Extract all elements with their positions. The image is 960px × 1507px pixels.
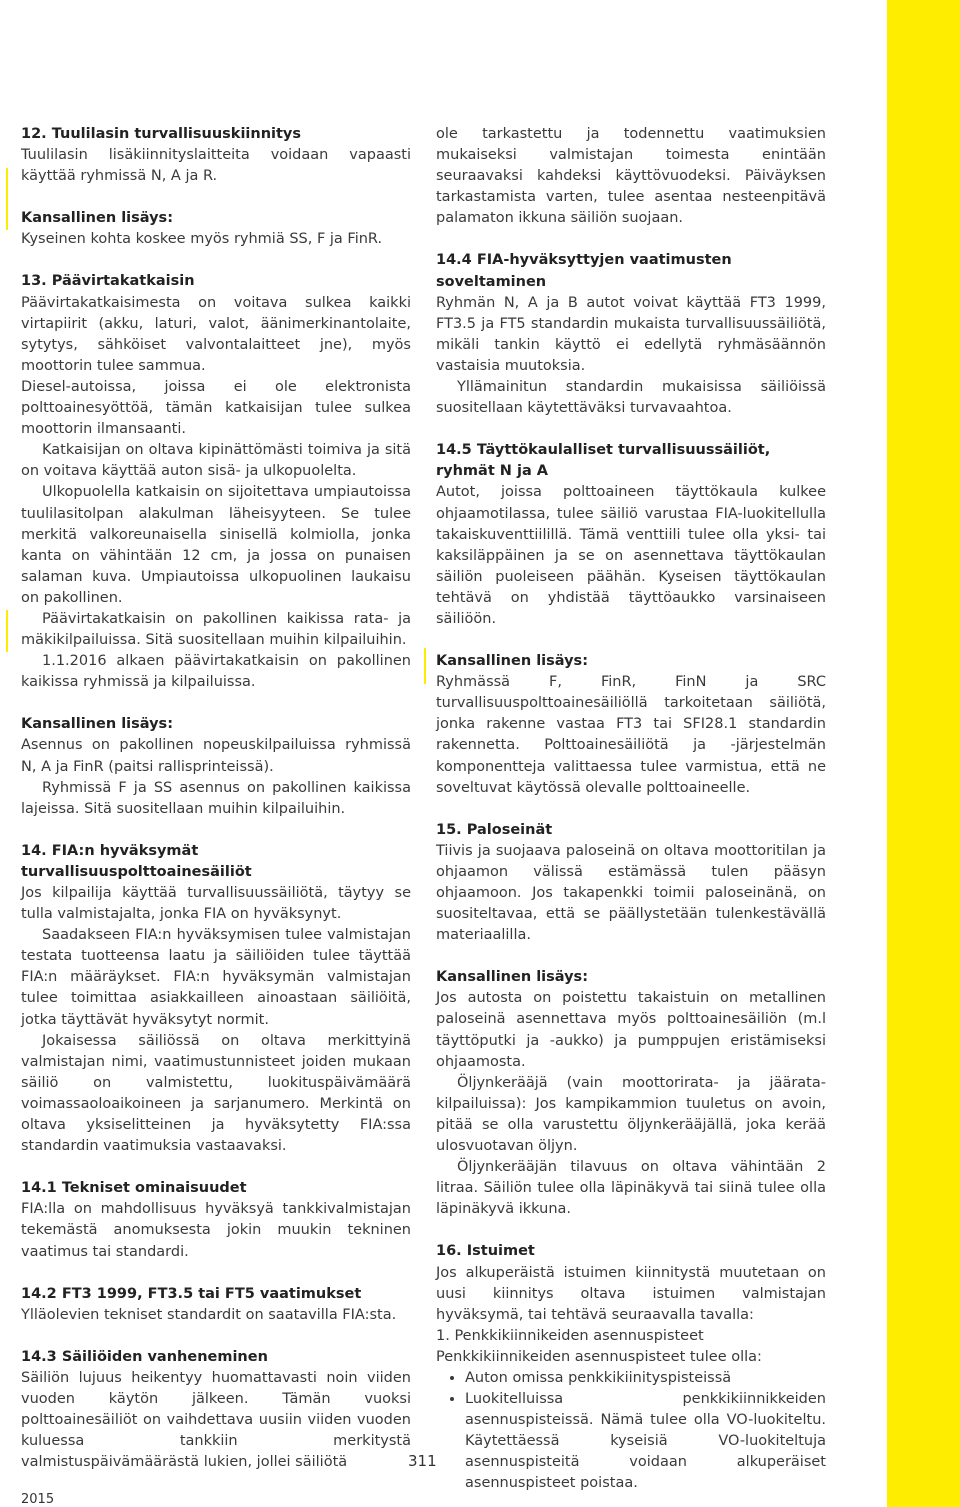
section-14-paragraph: Jos kilpailija käyttää turvallisuussäiliötä, täytyy se tulla valmistajalta, jonka FIA on hyväksynyt. bbox=[21, 885, 411, 923]
section-14-paragraph: Jokaisessa säiliössä on oltava merkittyinä valmistajan nimi, vaatimustunnisteet joiden mukaan säiliö on valmistettu, luokituspäivämäärä voimassaoloaikoineen ja sarjanumero. Merkintä on oltava yksiselitteinen ja hyväksytetty FIA:ssa standardin vaatimuksia vastaavaksi. bbox=[21, 1032, 411, 1155]
list-item: • Luokitelluissa penkkikiinnikkeiden asennuspisteissä. Nämä tulee olla VO-luokiteltu. Käytettäessä kyseisiä VO-luokiteltuja asennuspisteitä voidaan alkuperäiset asennuspisteet poistaa. bbox=[465, 1389, 826, 1494]
section-12-title: 12. Tuulilasin turvallisuuskiinnitys bbox=[21, 126, 302, 142]
section-13-paragraph: Päävirtakatkaisimesta on voitava sulkea kaikki virtapiirit (akku, laturi, valot, äänimerkinantolaite, sytytys, sähköiset valvontalaitteet jne), myös moottorin tulee sammua. bbox=[21, 294, 411, 374]
change-bar bbox=[424, 648, 426, 684]
change-bar bbox=[6, 168, 8, 230]
section-13-title: 13. Päävirtakatkaisin bbox=[21, 273, 195, 290]
national-addition-paragraph: Ryhmissä F ja SS asennus on pakollinen kaikissa lajeissa. Sitä suositellaan muihin kilpailuihin. bbox=[21, 779, 411, 817]
section-14-3-title: 14.3 Säiliöiden vanheneminen bbox=[21, 1348, 268, 1365]
yellow-edge-band bbox=[887, 0, 960, 1507]
footer-year: 2015 bbox=[21, 1492, 55, 1507]
section-14-1-title: 14.1 Tekniset ominaisuudet bbox=[21, 1180, 247, 1197]
change-bar bbox=[6, 610, 8, 652]
section-13-paragraph: Päävirtakatkaisin on pakollinen kaikissa rata- ja mäkikilpailuissa. Sitä suositellaan muihin kilpailuihin. bbox=[21, 610, 411, 649]
numbered-item: 1. Penkkikiinnikeiden asennuspisteet bbox=[436, 1327, 704, 1344]
section-16-paragraph: Jos alkuperäistä istuimen kiinnitystä muutetaan on uusi kiinnitys oltava istuimen valmistajan hyväksymä, tai tehtävä seuraavalla tavalla: bbox=[436, 1264, 826, 1323]
national-addition-heading: Kansallinen lisäys: bbox=[436, 653, 588, 670]
section-14-4-paragraph: Yllämainitun standardin mukaisissa säiliöissä suositellaan käytettäväksi turvavaahtoa. bbox=[436, 379, 826, 417]
section-14-2-title: 14.2 FT3 1999, FT3.5 tai FT5 vaatimukset bbox=[21, 1285, 362, 1302]
section-14-paragraph: Saadakseen FIA:n hyväksymisen tulee valmistajan testata tuotteensa laatu ja säiliöiden tulee täyttää FIA:n määräykset. FIA:n hyväksymän valmistajan tulee toimittaa asiakkailleen ainoastaan säiliöitä, jotka täyttävät hyväksytyt normit. bbox=[21, 927, 411, 1028]
national-addition-paragraph: Kyseinen kohta koskee myös ryhmiä SS, F ja FinR. bbox=[21, 231, 383, 248]
section-14-2-paragraph: Ylläolevien tekniset standardit on saatavilla FIA:sta. bbox=[21, 1306, 397, 1323]
section-14-4-title: 14.4 FIA-hyväksyttyjen vaatimusten soveltaminen bbox=[436, 252, 732, 290]
section-13-paragraph: 1.1.2016 alkaen päävirtakatkaisin on pakollinen kaikissa ryhmissä ja kilpailuissa. bbox=[21, 653, 411, 691]
national-addition-paragraph: Asennus on pakollinen nopeuskilpailuissa ryhmissä N, A ja FinR (paitsi rallisprinteissä). bbox=[21, 737, 411, 775]
right-column bbox=[436, 124, 826, 1495]
national-addition-heading: Kansallinen lisäys: bbox=[21, 716, 173, 733]
left-column bbox=[21, 124, 411, 1473]
national-addition-paragraph: Öljynkerääjä (vain moottorirata- ja jääratakilpailuissa): Jos kampikammion tuuletus on avoin, pitää se olla varustettu öljynkerääjällä, joka kerää ulosvuotavan öljyn. bbox=[436, 1074, 826, 1155]
section-14-5-paragraph: Autot, joissa polttoaineen täyttökaula kulkee ohjaamotilassa, tulee säiliö varustaa FIA-luokitellulla takaiskuventtiilillä. Tämä venttiili tulee olla yksi- tai kaksiläppäinen ja se on asennettava täyttökaulan säiliön puoleiseen päähän. Kyseisen täyttökaulan tehtävä on yhdistää täyttöaukko varsinaiseen säiliöön. bbox=[436, 484, 826, 627]
section-14-3-paragraph: Säiliön lujuus heikentyy huomattavasti noin viiden vuoden käytön jälkeen. Tämän vuoksi polttoainesäiliöt on vaihdettava uusiin viiden vuoden kuluessa tankkiin merkitystä valmistuspäivämäärästä lukien, jollei säiliötä bbox=[21, 1369, 411, 1471]
section-15-paragraph: Tiivis ja suojaava paloseinä on oltava moottoritilan ja ohjaamon välissä estämässä tulen pääsyn ohjaamoon. Jos takapenkki toimii paloseinänä, on suositeltavaa, että se päällystetään tulenkestävällä materiaalilla. bbox=[436, 842, 826, 944]
bullet-list bbox=[436, 1368, 826, 1495]
section-12-paragraph: Tuulilasin lisäkiinnityslaitteita voidaan vapaasti käyttää ryhmissä N, A ja R. bbox=[21, 147, 411, 185]
section-16-paragraph: Penkkikiinnikeiden asennuspisteet tulee olla: bbox=[436, 1348, 762, 1365]
list-item: • Auton omissa penkkikiinityspisteissä bbox=[465, 1368, 826, 1389]
national-addition-heading: Kansallinen lisäys: bbox=[436, 969, 588, 986]
section-14-title: 14. FIA:n hyväksymät turvallisuuspolttoainesäiliöt bbox=[21, 842, 252, 880]
section-14-3-continued: ole tarkastettu ja todennettu vaatimuksien mukaiseksi valmistajan toimesta enintään seuraavaksi kahdeksi käyttövuodeksi. Päiväyksen tarkastamista varten, tulee asentaa nesteenpitävä palamaton ikkuna säiliön suojaan. bbox=[436, 126, 826, 227]
national-addition-paragraph: Ryhmässä F, FinR, FinN ja SRC turvallisuuspolttoainesäiliöllä tarkoitetaan säiliötä, jonka rakenne vastaa FT3 tai SFI28.1 standardin rakennetta. Polttoainesäiliötä ja -järjestelmän komponentteja valittaessa tulee varmistua, että ne soveltuvat käytössä olevalle polttoaineelle. bbox=[436, 674, 826, 796]
section-13-paragraph: Diesel-autoissa, joissa ei ole elektronista polttoainesyöttöä, tämän katkaisijan tulee sulkea moottorin ilmansaanti. bbox=[21, 378, 411, 438]
section-14-1-paragraph: FIA:lla on mahdollisuus hyväksyä tankkivalmistajan tekemästä anomuksesta jokin muukin tekninen vaatimus tai standardi. bbox=[21, 1201, 411, 1260]
section-13-paragraph: Katkaisijan on oltava kipinättömästi toimiva ja sitä on voitava käyttää auton sisä- ja ulkopuolelta. bbox=[21, 442, 411, 480]
national-addition-heading: Kansallinen lisäys: bbox=[21, 210, 173, 227]
section-16-title: 16. Istuimet bbox=[436, 1243, 535, 1260]
national-addition-paragraph: Öljynkerääjän tilavuus on oltava vähintään 2 litraa. Säiliön tulee olla läpinäkyvä tai siinä tulee olla läpinäkyvä ikkuna. bbox=[436, 1159, 826, 1218]
section-14-4-paragraph: Ryhmän N, A ja B autot voivat käyttää FT3 1999, FT3.5 ja FT5 standardin mukaista turvallisuussäiliötä, mikäli tankin käyttö ei edellytä ryhmäsäännön vastaisia muutoksia. bbox=[436, 294, 826, 374]
section-15-title: 15. Paloseinät bbox=[436, 821, 553, 838]
national-addition-paragraph: Jos autosta on poistettu takaistuin on metallinen paloseinä asennettava myös polttoainesäiliön (m.l täyttöputki ja -aukko) ja pumppujen eristämiseksi ohjaamosta. bbox=[436, 990, 826, 1070]
section-13-paragraph: Ulkopuolella katkaisin on sijoitettava umpiautoissa tuulilasitolpan alakulman läheisyyteen. Se tulee merkitä valkoreunaisella sinisellä kolmiolla, jonka kanta on vähintään 12 cm, ja jossa on punaisen salaman kuva. Umpiautoissa ulkopuolinen laukaisu on pakollinen. bbox=[21, 484, 411, 606]
page-number: 311 bbox=[408, 1452, 437, 1470]
section-14-5-title: 14.5 Täyttökaulalliset turvallisuussäiliöt, ryhmät N ja A bbox=[436, 442, 771, 480]
